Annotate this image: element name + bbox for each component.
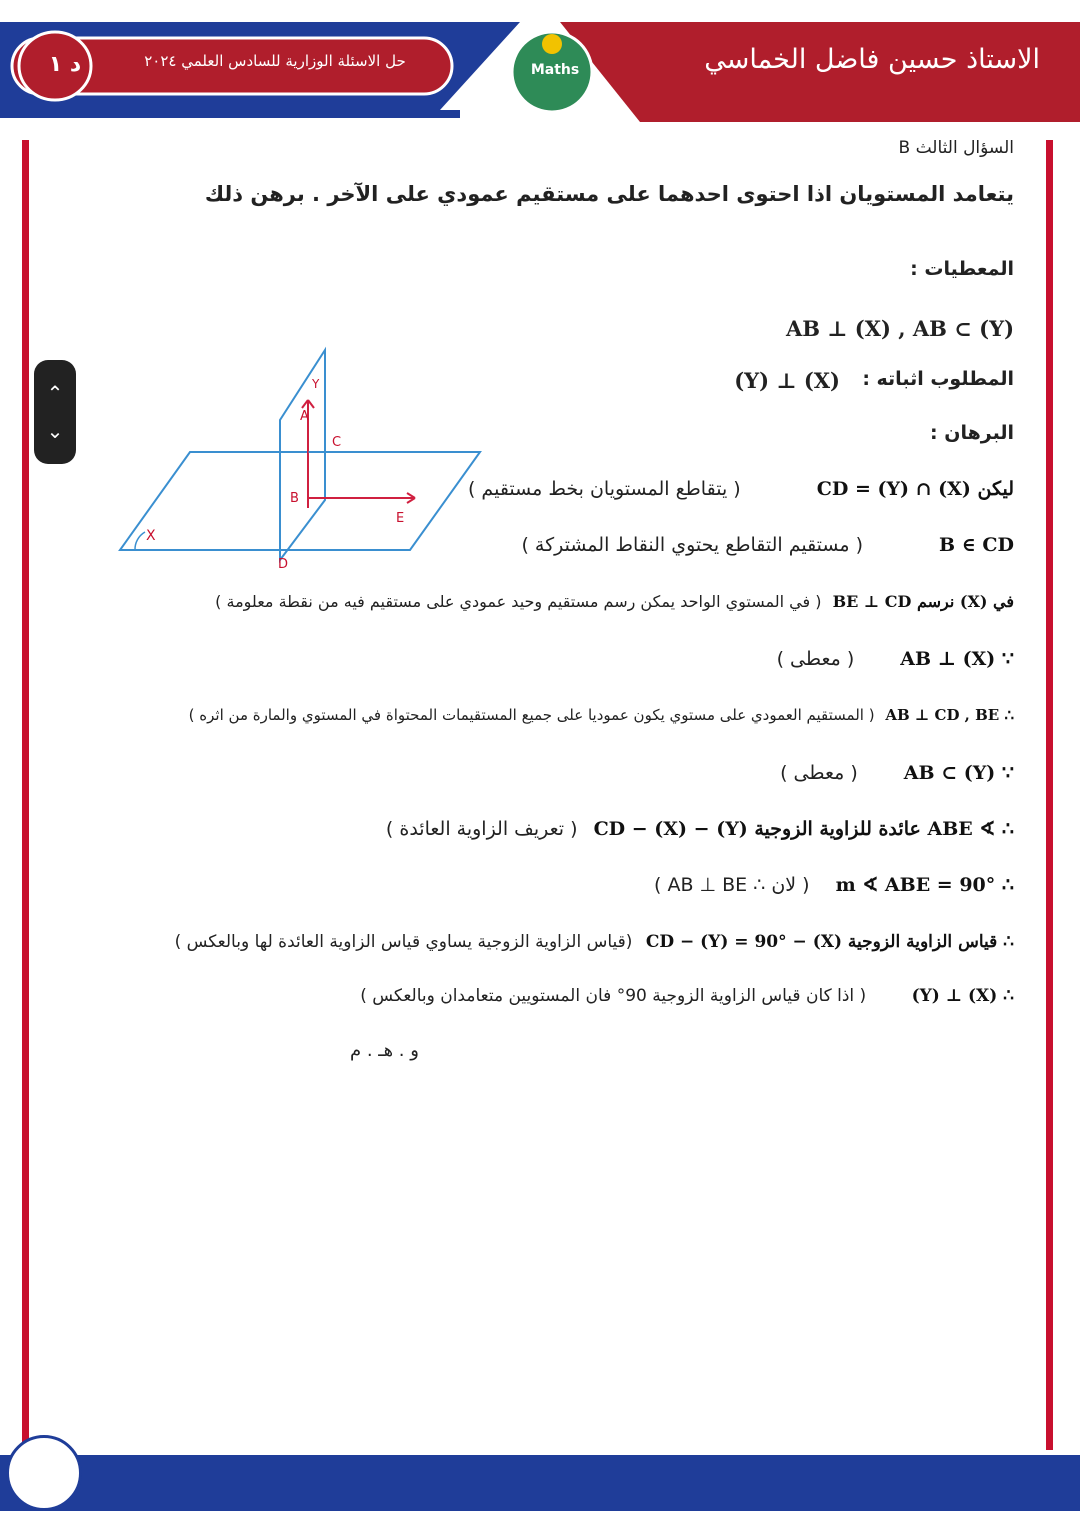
proof-math: ∴ AB ⊥ CD , BE [885, 706, 1014, 724]
nav-up-icon[interactable]: ⌃ [46, 381, 64, 405]
proof-reason: ( في المستوي الواحد يمكن رسم مستقيم وحيد عمودي على مستقيم فيه من نقطة معلومة ) [215, 592, 822, 611]
proof-line [189, 706, 1014, 724]
proof-math: B ∈ CD [939, 534, 1014, 556]
label-x: X [146, 528, 156, 544]
proof-reason: ( يتقاطع المستويان بخط مستقيم ) [467, 478, 741, 500]
proof-line [521, 534, 1014, 556]
proof-line [780, 762, 1014, 784]
proof-line [468, 478, 1014, 500]
proof-line [386, 818, 1014, 840]
proof-math: ∴ (X) ⊥ (Y) [911, 986, 1014, 1006]
header-subtitle: حل الاسئلة الوزارية للسادس العلمي ٢٠٢٤ [144, 52, 406, 70]
proof-math: ∴ ∢ ABE عائدة للزاوية الزوجية (Y) − CD − (X) [593, 818, 1014, 840]
proof-reason: ( تعريف الزاوية العائدة ) [385, 818, 578, 840]
proof-line [215, 592, 1014, 611]
plane-x [120, 452, 480, 550]
proof-reason: ( لان ∴ AB ⊥ BE ) [654, 874, 810, 896]
question-label: السؤال الثالث B [898, 138, 1014, 158]
label-b: B [290, 491, 299, 506]
given-math: AB ⊥ (X) , AB ⊂ (Y) [785, 316, 1014, 341]
proof-line [654, 874, 1014, 896]
label-d: D [278, 557, 289, 572]
footer-circle [6, 1435, 82, 1511]
proof-reason: ( المستقيم العمودي على مستوي يكون عموديا على جميع المستقيمات المحتواة في المستوي والمارة من اثره ) [188, 706, 875, 724]
teacher-name: الاستاذ حسين فاضل الخماسي [704, 44, 1040, 75]
proof-math: ∵ AB ⊥ (X) [900, 648, 1014, 670]
proof-math: ∴ قياس الزاوية الزوجية (X) − CD − (Y) = 90° [645, 932, 1014, 952]
question-statement: يتعامد المستويان اذا احتوى احدهما على مستقيم عمودي على الآخر . برهن ذلك [204, 182, 1014, 206]
required-math: (Y) ⊥ (X) [734, 368, 840, 393]
proof-reason: ( معطى ) [780, 762, 858, 784]
required-label: المطلوب اثباته : [862, 368, 1014, 390]
proof-line [777, 648, 1014, 670]
proof-math: ∴ m ∢ ABE = 90° [835, 874, 1014, 896]
qed-mark: و . هـ . م [350, 1040, 419, 1061]
proof-label: البرهان : [930, 422, 1014, 444]
page-nav-control[interactable] [34, 360, 76, 464]
proof-reason: ( معطى ) [776, 648, 855, 670]
given-label: المعطيات : [910, 258, 1014, 280]
proof-reason: ( مستقيم التقاطع يحتوي النقاط المشتركة ) [521, 534, 863, 556]
nav-down-icon[interactable]: ⌄ [46, 419, 64, 443]
left-border-rule [22, 140, 29, 1450]
page-number: د ١ [48, 51, 82, 77]
proof-reason: ( اذا كان قياس الزاوية الزوجية 90° فان المستويين متعامدان وبالعكس ) [360, 986, 867, 1006]
proof-math: في (X) نرسم BE ⊥ CD [832, 592, 1014, 611]
label-e: E [396, 511, 405, 526]
label-y: Y [312, 377, 320, 391]
label-a: A [300, 409, 309, 424]
proof-reason: (قياس الزاوية الزوجية يساوي قياس الزاوية العائدة لها وبالعكس ) [174, 932, 633, 952]
right-border-rule [1046, 140, 1053, 1450]
proof-line [175, 932, 1014, 952]
maths-logo: Maths [530, 62, 580, 78]
proof-math: ليكن CD = (Y) ∩ (X) [816, 478, 1014, 500]
label-c: C [332, 435, 342, 450]
footer-band [0, 1455, 1080, 1511]
proof-math: ∵ AB ⊂ (Y) [903, 762, 1014, 784]
proof-line [360, 986, 1014, 1006]
planes-figure [110, 340, 490, 575]
